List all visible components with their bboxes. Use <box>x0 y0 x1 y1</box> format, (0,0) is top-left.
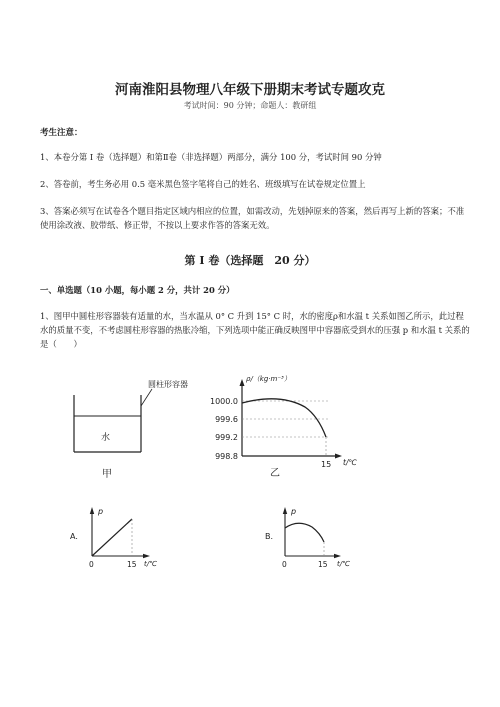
option-b-label: B. <box>265 532 274 541</box>
option-a-label: A. <box>70 532 78 541</box>
notice-item: 2、答卷前，考生务必用 0.5 毫米黑色签字笔将自己的姓名、班级填写在试卷规定位置上 <box>40 179 366 189</box>
question-1: 1、图甲中圆柱形容器装有适量的水，当水温从 0° C 升到 15° C 时，水的密度ρ和水温 t 关系如图乙所示，此过程水的质量不变，不考虑圆柱形容器的热胀冷缩，下列选项中能正确反映图甲中容器底受到水的压强 p 和水温 t 关系的是（ ） <box>40 311 470 349</box>
t-axis-label: t/℃ <box>144 560 157 568</box>
notice-item: 1、本卷分第 I 卷（选择题）和第Ⅱ卷（非选择题）两部分，满分 100 分，考试时间 90 分钟 <box>40 152 382 162</box>
density-curve <box>242 399 326 437</box>
t-axis-label: t/℃ <box>337 560 350 568</box>
option-b-curve <box>285 523 324 542</box>
density-chart <box>210 375 357 479</box>
notice-heading: 考生注意： <box>40 128 83 138</box>
density-tick: 1000.0 <box>210 397 238 406</box>
density-axis-label: ρ/（kg·m⁻³） <box>246 375 291 383</box>
document-title: 河南淮阳县物理八年级下册期末考试专题攻克 <box>115 82 385 98</box>
t-axis-label: t/℃ <box>343 458 357 467</box>
p-axis-label: p <box>291 507 297 516</box>
density-tick: 999.2 <box>215 433 238 442</box>
container-label: 圆柱形容器 <box>148 380 188 389</box>
option-a-line <box>92 519 132 556</box>
part-heading: 一、单选题（10 小题，每小题 2 分，共计 20 分） <box>40 285 235 295</box>
density-tick: 999.6 <box>215 415 238 424</box>
t-tick: 15 <box>321 460 332 469</box>
fig-yi-label: 乙 <box>270 468 280 479</box>
fig-jia-label: 甲 <box>102 469 112 480</box>
option-b-graph <box>265 507 350 569</box>
container-figure <box>74 379 188 480</box>
origin-label: 0 <box>282 560 287 569</box>
option-a-graph <box>70 507 157 569</box>
document-subtitle: 考试时间：90 分钟；命题人：教研组 <box>183 101 317 110</box>
t-tick: 15 <box>318 560 328 569</box>
water-label: 水 <box>101 433 111 443</box>
origin-label: 0 <box>89 560 94 569</box>
density-tick: 998.8 <box>215 452 238 461</box>
section-title: 第 I 卷（选择题 20 分） <box>184 254 316 267</box>
t-tick: 15 <box>127 560 137 569</box>
p-axis-label: p <box>98 507 104 516</box>
notice-item: 3、答案必须写在试卷各个题目指定区域内相应的位置，如需改动，先划掉原来的答案，然后再写上新的答案；不准使用涂改液、胶带纸、修正带，不按以上要求作答的答案无效。 <box>40 206 465 230</box>
